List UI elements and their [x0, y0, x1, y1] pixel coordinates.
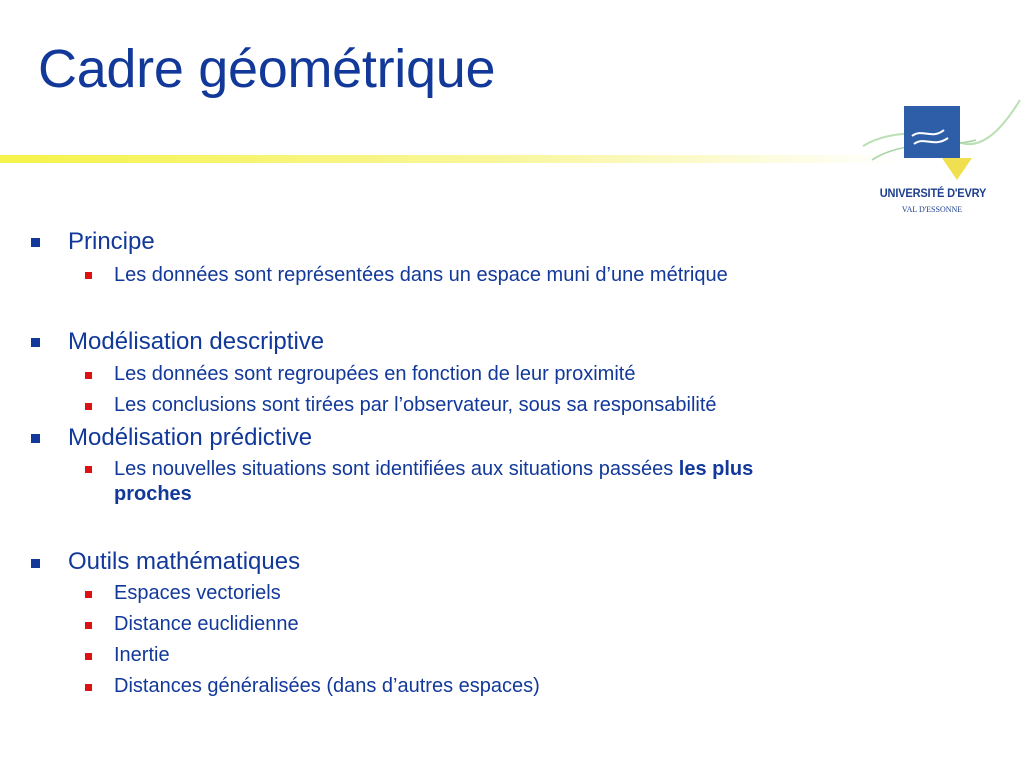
level2-bullet [85, 403, 92, 410]
section-heading-outils-mathematiques: Outils mathématiques [68, 548, 301, 575]
list-item [114, 457, 753, 481]
list-item: Les données sont regroupées en fonction de leur proximité [114, 363, 636, 385]
list-item-emphasis: les plus [678, 458, 754, 480]
level2-bullet [85, 684, 92, 691]
level1-bullet [31, 238, 40, 247]
level2-bullet [85, 272, 92, 279]
section-heading-principe: Principe [68, 228, 155, 255]
level2-bullet [85, 622, 92, 629]
level1-bullet [31, 338, 40, 347]
logo-university-name: UNIVERSITÉ D'EVRY [879, 186, 987, 200]
section-heading-modelisation-descriptive: Modélisation descriptive [68, 328, 325, 355]
list-item: Espaces vectoriels [114, 582, 281, 604]
logo-university-subtitle: VAL D'ESSONNE [901, 205, 963, 214]
level1-bullet [31, 434, 40, 443]
level1-bullet [31, 559, 40, 568]
level2-bullet [85, 653, 92, 660]
list-item: Les conclusions sont tirées par l’observateur, sous sa responsabilité [114, 394, 717, 416]
section-heading-modelisation-predictive: Modélisation prédictive [68, 424, 313, 451]
list-item-emphasis-continued: proches [114, 483, 192, 505]
level2-bullet [85, 466, 92, 473]
list-item: Distances généralisées (dans d’autres espaces) [114, 675, 540, 697]
list-item: Les données sont représentées dans un espace muni d’une métrique [114, 264, 728, 286]
list-item-text: Les nouvelles situations sont identifiées aux situations passées [114, 458, 674, 480]
level2-bullet [85, 591, 92, 598]
slide-title: Cadre géométrique [38, 39, 496, 99]
list-item: Distance euclidienne [114, 613, 299, 635]
list-item: Inertie [114, 644, 170, 666]
level2-bullet [85, 372, 92, 379]
